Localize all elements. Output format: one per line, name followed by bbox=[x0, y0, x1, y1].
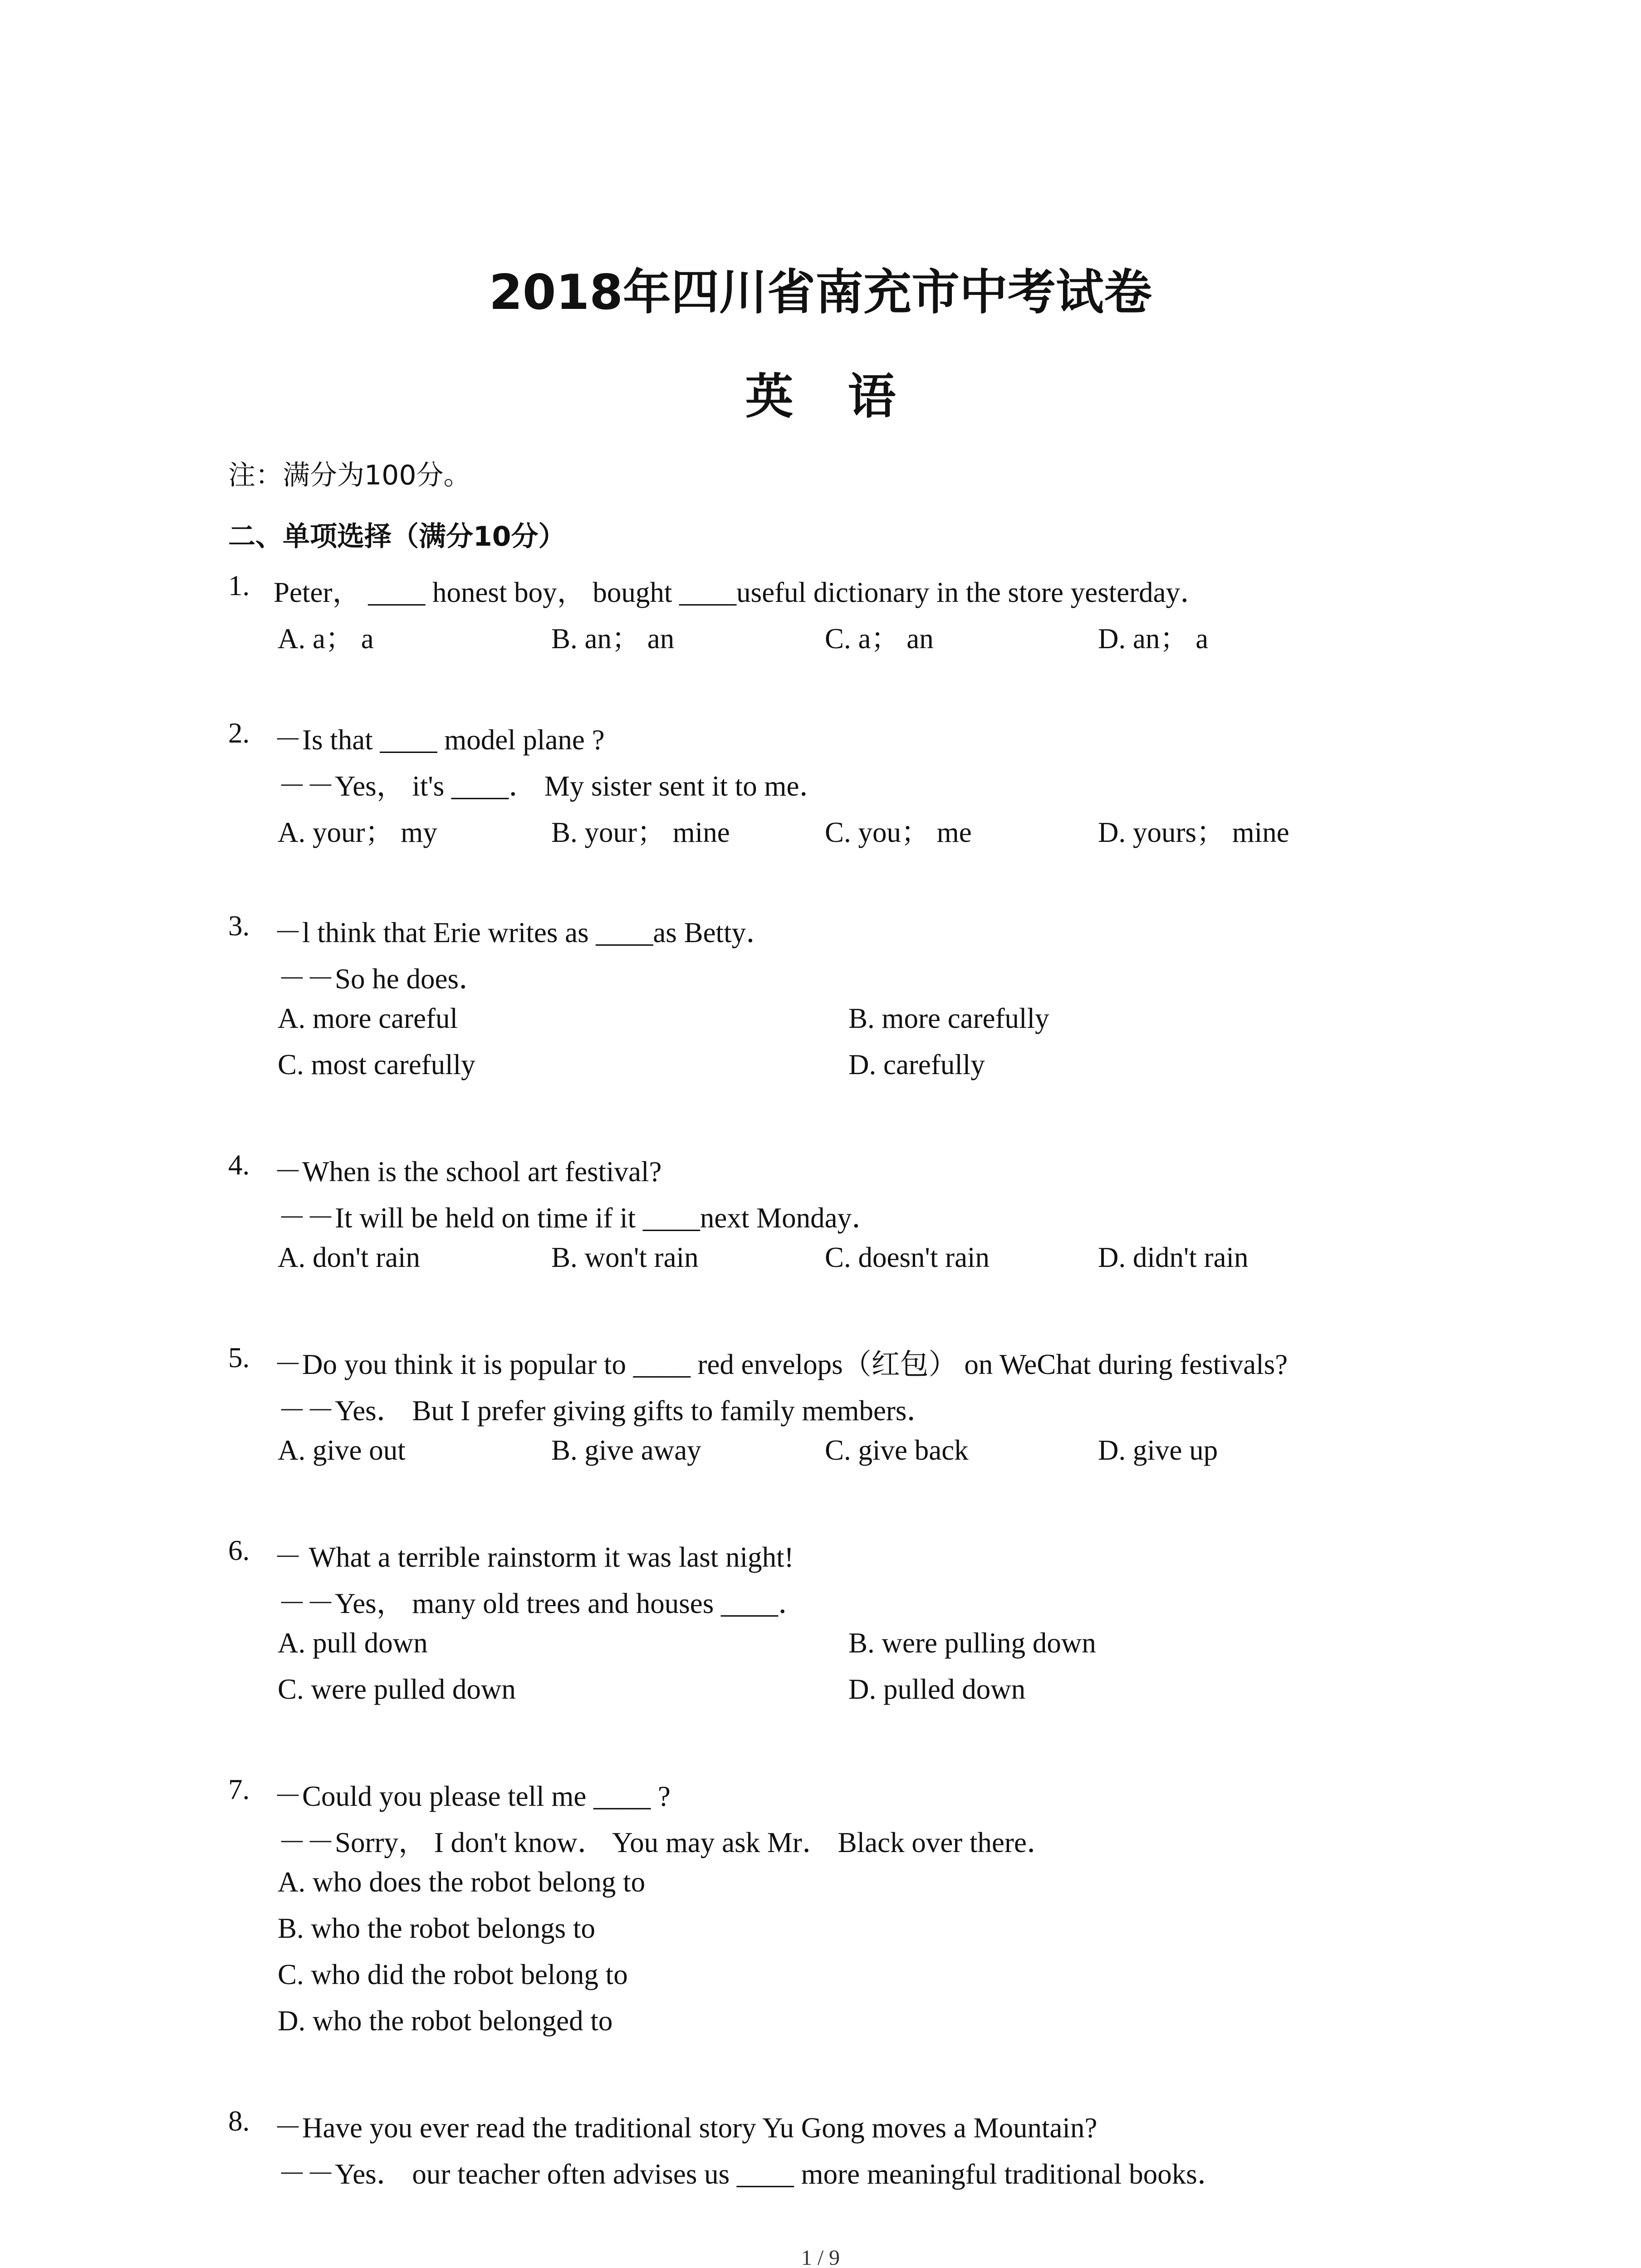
choice-c: C. most carefully bbox=[278, 1049, 475, 1080]
choice-a: A. pull down bbox=[278, 1627, 428, 1659]
subject-title: 英语 bbox=[745, 369, 950, 425]
question-stem: － What a terrible rainstorm it was last night! bbox=[274, 1541, 794, 1573]
question-number: 1. bbox=[228, 570, 250, 601]
page-number: 1 / 9 bbox=[801, 2246, 840, 2268]
exam-title: 2018年四川省南充市中考试卷 bbox=[489, 264, 1152, 320]
choice-b: B. won't rain bbox=[551, 1242, 699, 1273]
choice-b: B. who the robot belongs to bbox=[278, 1912, 595, 1944]
question-reply: －－Yes． But I prefer giving gifts to family members． bbox=[278, 1395, 936, 1427]
choice-a: A. who does the robot belong to bbox=[278, 1866, 646, 1898]
choice-c: C. you； me bbox=[825, 816, 972, 848]
choice-c: C. a； an bbox=[825, 623, 934, 655]
question-reply: －－Yes， it's ____． My sister sent it to me． bbox=[278, 770, 828, 802]
choice-b: B. more carefully bbox=[848, 1002, 1049, 1034]
choice-c: C. doesn't rain bbox=[825, 1242, 990, 1273]
choice-d: D. pulled down bbox=[848, 1673, 1026, 1705]
question-reply: －－Yes， many old trees and houses ____． bbox=[278, 1588, 807, 1619]
question-number: 3. bbox=[228, 910, 250, 942]
question-reply: －－Yes． our teacher often advises us ____ more meaningful traditional books． bbox=[278, 2158, 1226, 2190]
choice-d: D. carefully bbox=[848, 1049, 985, 1080]
question-number: 8. bbox=[228, 2105, 250, 2137]
choice-d: D. didn't rain bbox=[1098, 1242, 1249, 1273]
question-stem: －Do you think it is popular to ____ red envelops（红包） on WeChat during festivals? bbox=[274, 1349, 1288, 1380]
question-stem: －Is that ____ model plane ? bbox=[274, 724, 605, 756]
question-stem: －When is the school art festival? bbox=[274, 1156, 662, 1188]
question-number: 2. bbox=[228, 717, 250, 749]
question-stem: －Could you please tell me ____ ? bbox=[274, 1780, 671, 1812]
question-number: 7. bbox=[228, 1774, 250, 1805]
question-stem: －l think that Erie writes as ____as Betty． bbox=[274, 917, 775, 948]
choice-b: B. an； an bbox=[551, 623, 675, 655]
section-heading: 二、单项选择（满分10分） bbox=[228, 521, 566, 552]
choice-d: D. give up bbox=[1098, 1434, 1218, 1466]
choice-c: C. were pulled down bbox=[278, 1673, 516, 1705]
choice-a: A. don't rain bbox=[278, 1242, 421, 1273]
choice-c: C. who did the robot belong to bbox=[278, 1959, 628, 1990]
question-stem: －Have you ever read the traditional story Yu Gong moves a Mountain? bbox=[274, 2112, 1097, 2144]
choice-d: D. an； a bbox=[1098, 623, 1209, 655]
choice-d: D. yours； mine bbox=[1098, 816, 1289, 848]
score-note: 注：满分为100分。 bbox=[228, 459, 471, 491]
choice-a: A. more careful bbox=[278, 1002, 458, 1034]
choice-b: B. your； mine bbox=[551, 816, 730, 848]
choice-b: B. were pulling down bbox=[848, 1627, 1096, 1659]
choice-d: D. who the robot belonged to bbox=[278, 2005, 613, 2037]
question-reply: －－So he does． bbox=[278, 963, 487, 995]
question-reply: －－Sorry， I don't know． You may ask Mr． Black over there． bbox=[278, 1827, 1055, 1858]
choice-c: C. give back bbox=[825, 1434, 969, 1466]
question-number: 4. bbox=[228, 1149, 250, 1181]
question-number: 5. bbox=[228, 1342, 250, 1374]
choice-a: A. your； my bbox=[278, 816, 437, 848]
choice-a: A. give out bbox=[278, 1434, 406, 1466]
choice-a: A. a； a bbox=[278, 623, 374, 655]
question-stem: Peter， ____ honest boy， bought ____useful dictionary in the store yesterday． bbox=[274, 577, 1209, 608]
question-number: 6. bbox=[228, 1535, 250, 1566]
question-reply: －－It will be held on time if it ____next Monday． bbox=[278, 1202, 881, 1234]
choice-b: B. give away bbox=[551, 1434, 701, 1466]
